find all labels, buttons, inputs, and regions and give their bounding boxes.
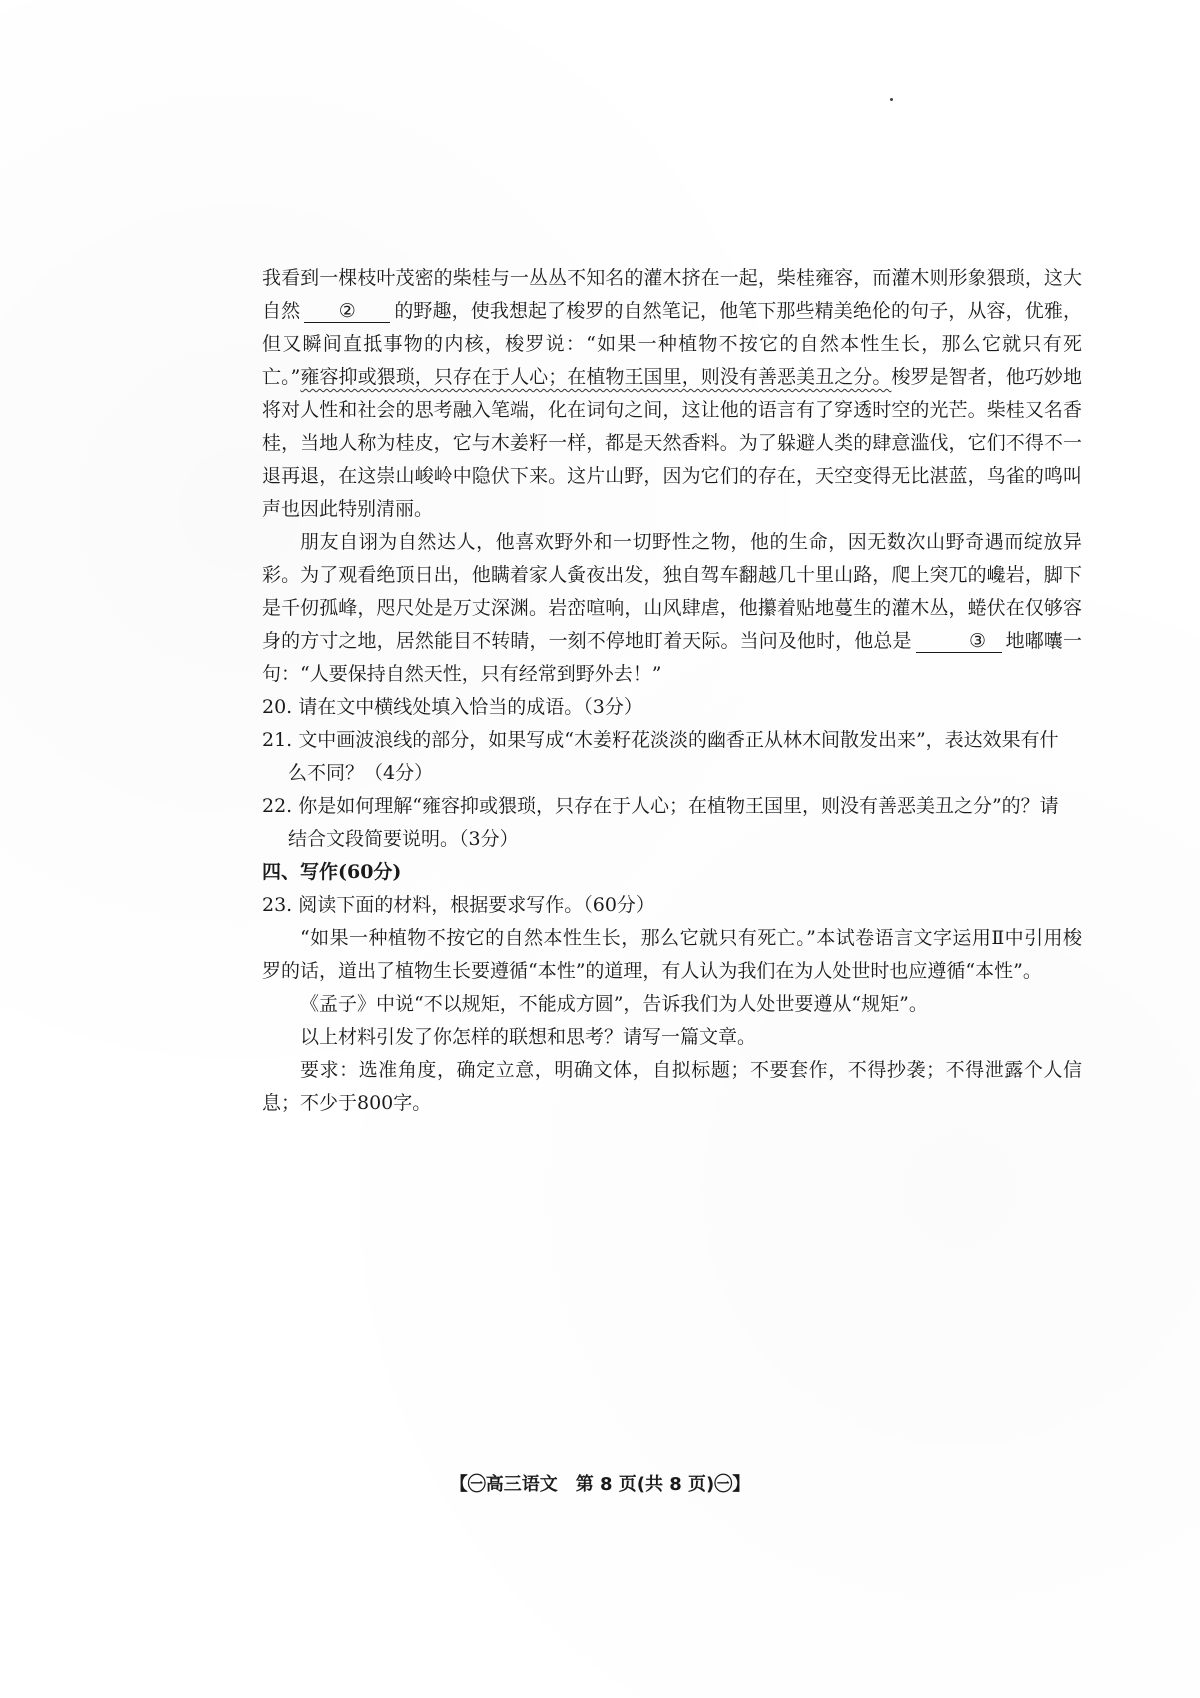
question-23: 23. 阅读下面的材料，根据要求写作。（60分） [262,894,655,916]
wavy-underlined-text: 雍容抑或猥琐，只存在于人心；在植物王国里，则没有善恶美丑之分。 [300,366,892,388]
material-paragraph-1: “如果一种植物不按它的自然本性生长，那么它就只有死亡。”本试卷语言文字运用Ⅱ中引用梭罗的话，道出了植物生长要遵循“本性”的道理，有人认为我们在为人处世时也应遵循“本性”。 [262,927,1082,982]
material-paragraph-3: 以上材料引发了你怎样的联想和思考？请写一篇文章。 [300,1026,757,1048]
requirements-paragraph: 要求：选准角度，确定立意，明确文体，自拟标题；不要套作，不得抄袭；不得泄露个人信息；不少于800字。 [262,1059,1082,1114]
scan-dot [890,98,893,101]
material-paragraph-2: 《孟子》中说“不以规矩，不能成方圆”，告诉我们为人处世要遵从“规矩”。 [300,993,928,1015]
section-heading-writing: 四、写作(60分) [262,861,402,883]
passage-p2-part2: 地嘟囔一句：“人要保持自然天性，只有经常到野外去！” [262,630,1082,685]
blank-3: ③ [916,630,1002,653]
question-20: 20. 请在文中横线处填入恰当的成语。（3分） [262,696,643,718]
passage-p1-part1: 我看到一棵枝叶茂密的柴桂与一丛丛不知名的灌木挤在一起，柴桂雍容，而灌木则形象猥琐，这大自然 [262,267,1082,322]
page-content [262,262,1082,1120]
passage-p1-part3: 梭罗是智者，他巧妙地将对人性和社会的思考融入笔端，化在词句之间，这让他的语言有了穿透时空的光芒。柴桂又名香桂，当地人称为桂皮，它与木姜籽一样，都是天然香料。为了躲避人类的肆意滥伐，它们不得不一退再退，在这崇山峻岭中隐伏下来。这片山野，因为它们的存在，天空变得无比湛蓝，鸟雀的鸣叫声也因此特别清丽。 [262,366,1082,520]
question-21: 21. 文中画波浪线的部分，如果写成“木姜籽花淡淡的幽香正从林木间散发出来”，表达效果有什 么不同？（4分） [262,729,1059,784]
page-footer: 【㊀高三语文 第 8 页(共 8 页)㊀】 [449,1474,751,1495]
passage-p2-part1: 朋友自诩为自然达人，他喜欢野外和一切野性之物，他的生命，因无数次山野奇遇而绽放异彩。为了观看绝顶日出，他瞒着家人夤夜出发，独自驾车翻越几十里山路，爬上突兀的巉岩，脚下是千仞孤峰，咫尺处是万丈深渊。岩峦喧响，山风肆虐，他攥着贴地蔓生的灌木丛，蜷伏在仅够容身的方寸之地，居然能目不转睛，一刻不停地盯着天际。当问及他时，他总是 [262,531,1082,652]
passage-p1-part2: 的野趣，使我想起了梭罗的自然笔记，他笔下那些精美绝伦的句子，从容，优雅，但又瞬间直抵事物的内核，梭罗说：“如果一种植物不按它的自然本性生长，那么它就只有死亡。” [262,300,1082,388]
question-22: 22. 你是如何理解“雍容抑或猥琐，只存在于人心；在植物王国里，则没有善恶美丑之分”的？请 结合文段简要说明。（3分） [262,795,1059,850]
passage-paragraph-2 [262,526,1082,691]
passage-paragraph-1 [262,262,1082,526]
blank-2: ② [304,300,390,323]
